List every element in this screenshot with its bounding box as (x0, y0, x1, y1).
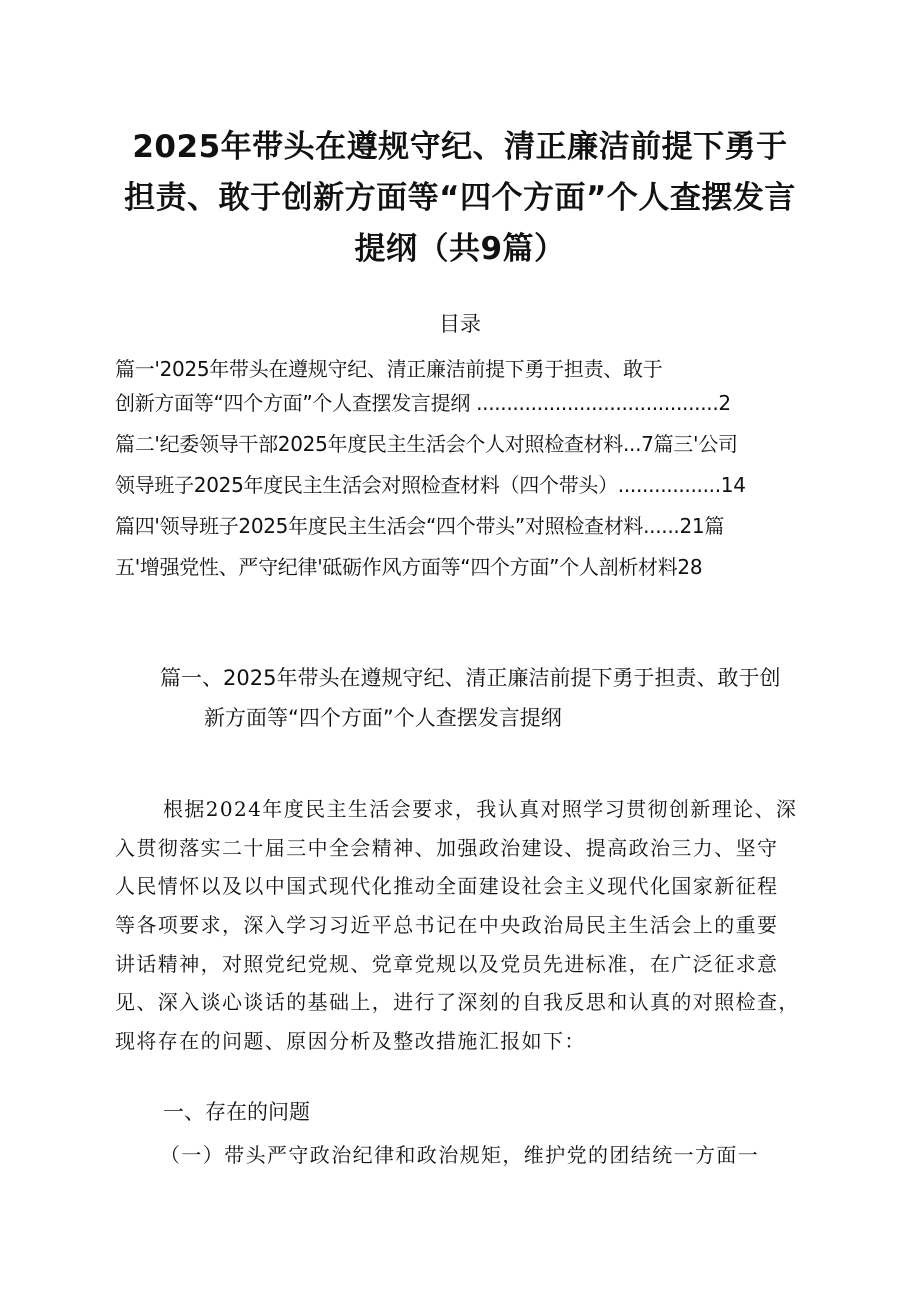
title-line: 提纲（共9篇） (354, 231, 566, 267)
document-title (100, 122, 820, 275)
section-heading-line: 篇一、2025年带头在遵规守纪、清正廉洁前提下勇于担责、敢于创 (160, 666, 781, 690)
section-heading (160, 658, 860, 738)
toc-line[interactable]: 五'增强党性、严守纪律'砥砺作风方面等“四个方面”个人剖析材料28 (115, 555, 703, 579)
paragraph-line: 见、深入谈心谈话的基础上，进行了深刻的自我反思和认真的对照检查， (115, 990, 800, 1015)
toc-line[interactable]: 篇四'领导班子2025年度民主生活会“四个带头”对照检查材料......21篇 (115, 514, 725, 538)
section-heading-line: 新方面等“四个方面”个人查摆发言提纲 (204, 706, 562, 730)
table-of-contents (115, 352, 835, 584)
paragraph-line: 讲话精神，对照党纪党规、党章党规以及党员先进标准，在广泛征求意 (115, 951, 779, 976)
paragraph-line: 等各项要求，深入学习习近平总书记在中央政治局民主生活会上的重要 (115, 913, 779, 938)
toc-heading: 目录 (439, 312, 481, 336)
subheading-item: （一）带头严守政治纪律和政治规矩，维护党的团结统一方面一 (160, 1143, 760, 1167)
title-line: 担责、敢于创新方面等“四个方面”个人查摆发言 (124, 180, 796, 216)
toc-line[interactable]: 领导班子2025年度民主生活会对照检查材料（四个带头）.................14 (115, 473, 746, 497)
toc-line[interactable]: 篇二'纪委领导干部2025年度民主生活会个人对照检查材料...7篇三'公司 (115, 432, 738, 456)
paragraph-line: 根据2024年度民主生活会要求，我认真对照学习贯彻创新理论、深 (163, 797, 798, 821)
paragraph-line: 现将存在的问题、原因分析及整改措施汇报如下： (115, 1029, 586, 1054)
body-paragraph (115, 790, 855, 1061)
title-line: 2025年带头在遵规守纪、清正廉洁前提下勇于 (132, 129, 788, 165)
toc-line[interactable]: 篇一'2025年带头在遵规守纪、清正廉洁前提下勇于担责、敢于 (115, 357, 663, 381)
subheading: 一、存在的问题 (163, 1100, 310, 1124)
paragraph-line: 入贯彻落实二十届三中全会精神、加强政治建设、提高政治三力、坚守 (115, 835, 779, 860)
paragraph-line: 人民情怀以及以中国式现代化推动全面建设社会主义现代化国家新征程 (115, 874, 779, 899)
toc-line[interactable]: 创新方面等“四个方面”个人查摆发言提纲 ........................................2 (115, 391, 731, 415)
